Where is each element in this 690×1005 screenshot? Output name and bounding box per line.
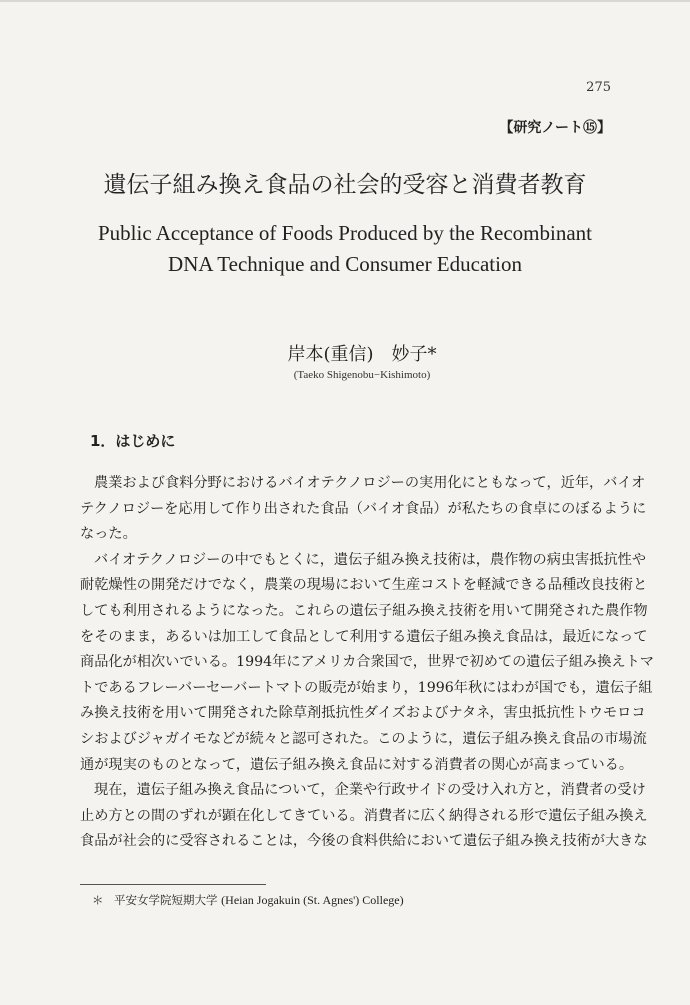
paragraph-line: 止め方との間のずれが顕在化してきている。消費者に広く納得される形で遺伝子組み換え (80, 807, 648, 824)
page-top-edge (0, 0, 690, 2)
paragraph-line: シおよびジャガイモなどが続々と認可された。このように，遺伝子組み換え食品の市場流 (80, 730, 647, 747)
paragraph-line: 農業および食料分野におけるバイオテクノロジーの実用化にともなって，近年，バイオ (94, 475, 646, 491)
page-number: 275 (586, 80, 611, 95)
title-english-line-1: Public Acceptance of Foods Produced by the Recombinant (98, 221, 592, 245)
footnote (92, 892, 404, 908)
paragraph-line: 通が現実のものとなって，遺伝子組み換え食品に対する消費者の関心が高まっている。 (80, 756, 634, 773)
paragraph-line: 食品が社会的に受容されることは，今後の食料供給において遺伝子組み換え技術が大きな (80, 833, 648, 850)
footnote-affiliation-english: (Heian Jogakuin (St. Agnes') College) (221, 893, 404, 907)
paragraph-line: をそのまま，あるいは加工して食品として利用する遺伝子組み換え食品は，最近になって (80, 628, 648, 645)
footnote-mark: ＊ (92, 893, 104, 907)
title-english (0, 218, 690, 280)
section-tag: 【研究ノート⑮】 (499, 120, 611, 136)
paragraph-line: 耐乾燥性の開発だけでなく，農業の現場において生産コストを軽減できる品種改良技術と (80, 577, 648, 594)
paragraph-line: 商品化が相次いでいる。1994年にアメリカ合衆国で，世界で初めての遺伝子組み換えトマ (80, 654, 654, 671)
author-name-romanized: (Taeko Shigenobu−Kishimoto) (293, 369, 431, 381)
footnote-affiliation-japanese: 平安女学院短期大学 (114, 893, 218, 907)
paragraph-1 (80, 471, 647, 548)
paragraph-line: テクノロジーを応用して作り出された食品（バイオ食品）が私たちの食卓にのぼるように (80, 500, 647, 517)
paragraph-line: トであるフレーバーセーバートマトの販売が始まり，1996年秋にはわが国でも，遺伝子組 (80, 679, 653, 696)
body-text (80, 471, 654, 855)
paragraph-line: バイオテクノロジーの中でもとくに，遺伝子組み換え技術は，農作物の病虫害抵抗性や (94, 551, 647, 568)
paragraph-line: なった。 (80, 526, 137, 543)
title-english-line-2: DNA Technique and Consumer Education (168, 252, 522, 276)
section-heading: 1．はじめに (90, 432, 176, 450)
paragraph-line: 現在，遺伝子組み換え食品について，企業や行政サイドの受け入れ方と，消費者の受け (94, 782, 646, 799)
title-japanese: 遺伝子組み換え食品の社会的受容と消費者教育 (103, 172, 587, 198)
paragraph-3 (80, 778, 648, 855)
paragraph-line: み換え技術を用いて開発された除草剤抵抗性ダイズおよびナタネ，害虫抵抗性トウモロコ (80, 705, 646, 722)
footnote-rule (80, 884, 266, 885)
paragraph-2 (80, 548, 654, 778)
author-name-japanese: 岸本(重信) 妙子* (287, 344, 437, 365)
paragraph-line: しても利用されるようになった。これらの遺伝子組み換え技術を用いて開発された農作物 (80, 602, 648, 619)
